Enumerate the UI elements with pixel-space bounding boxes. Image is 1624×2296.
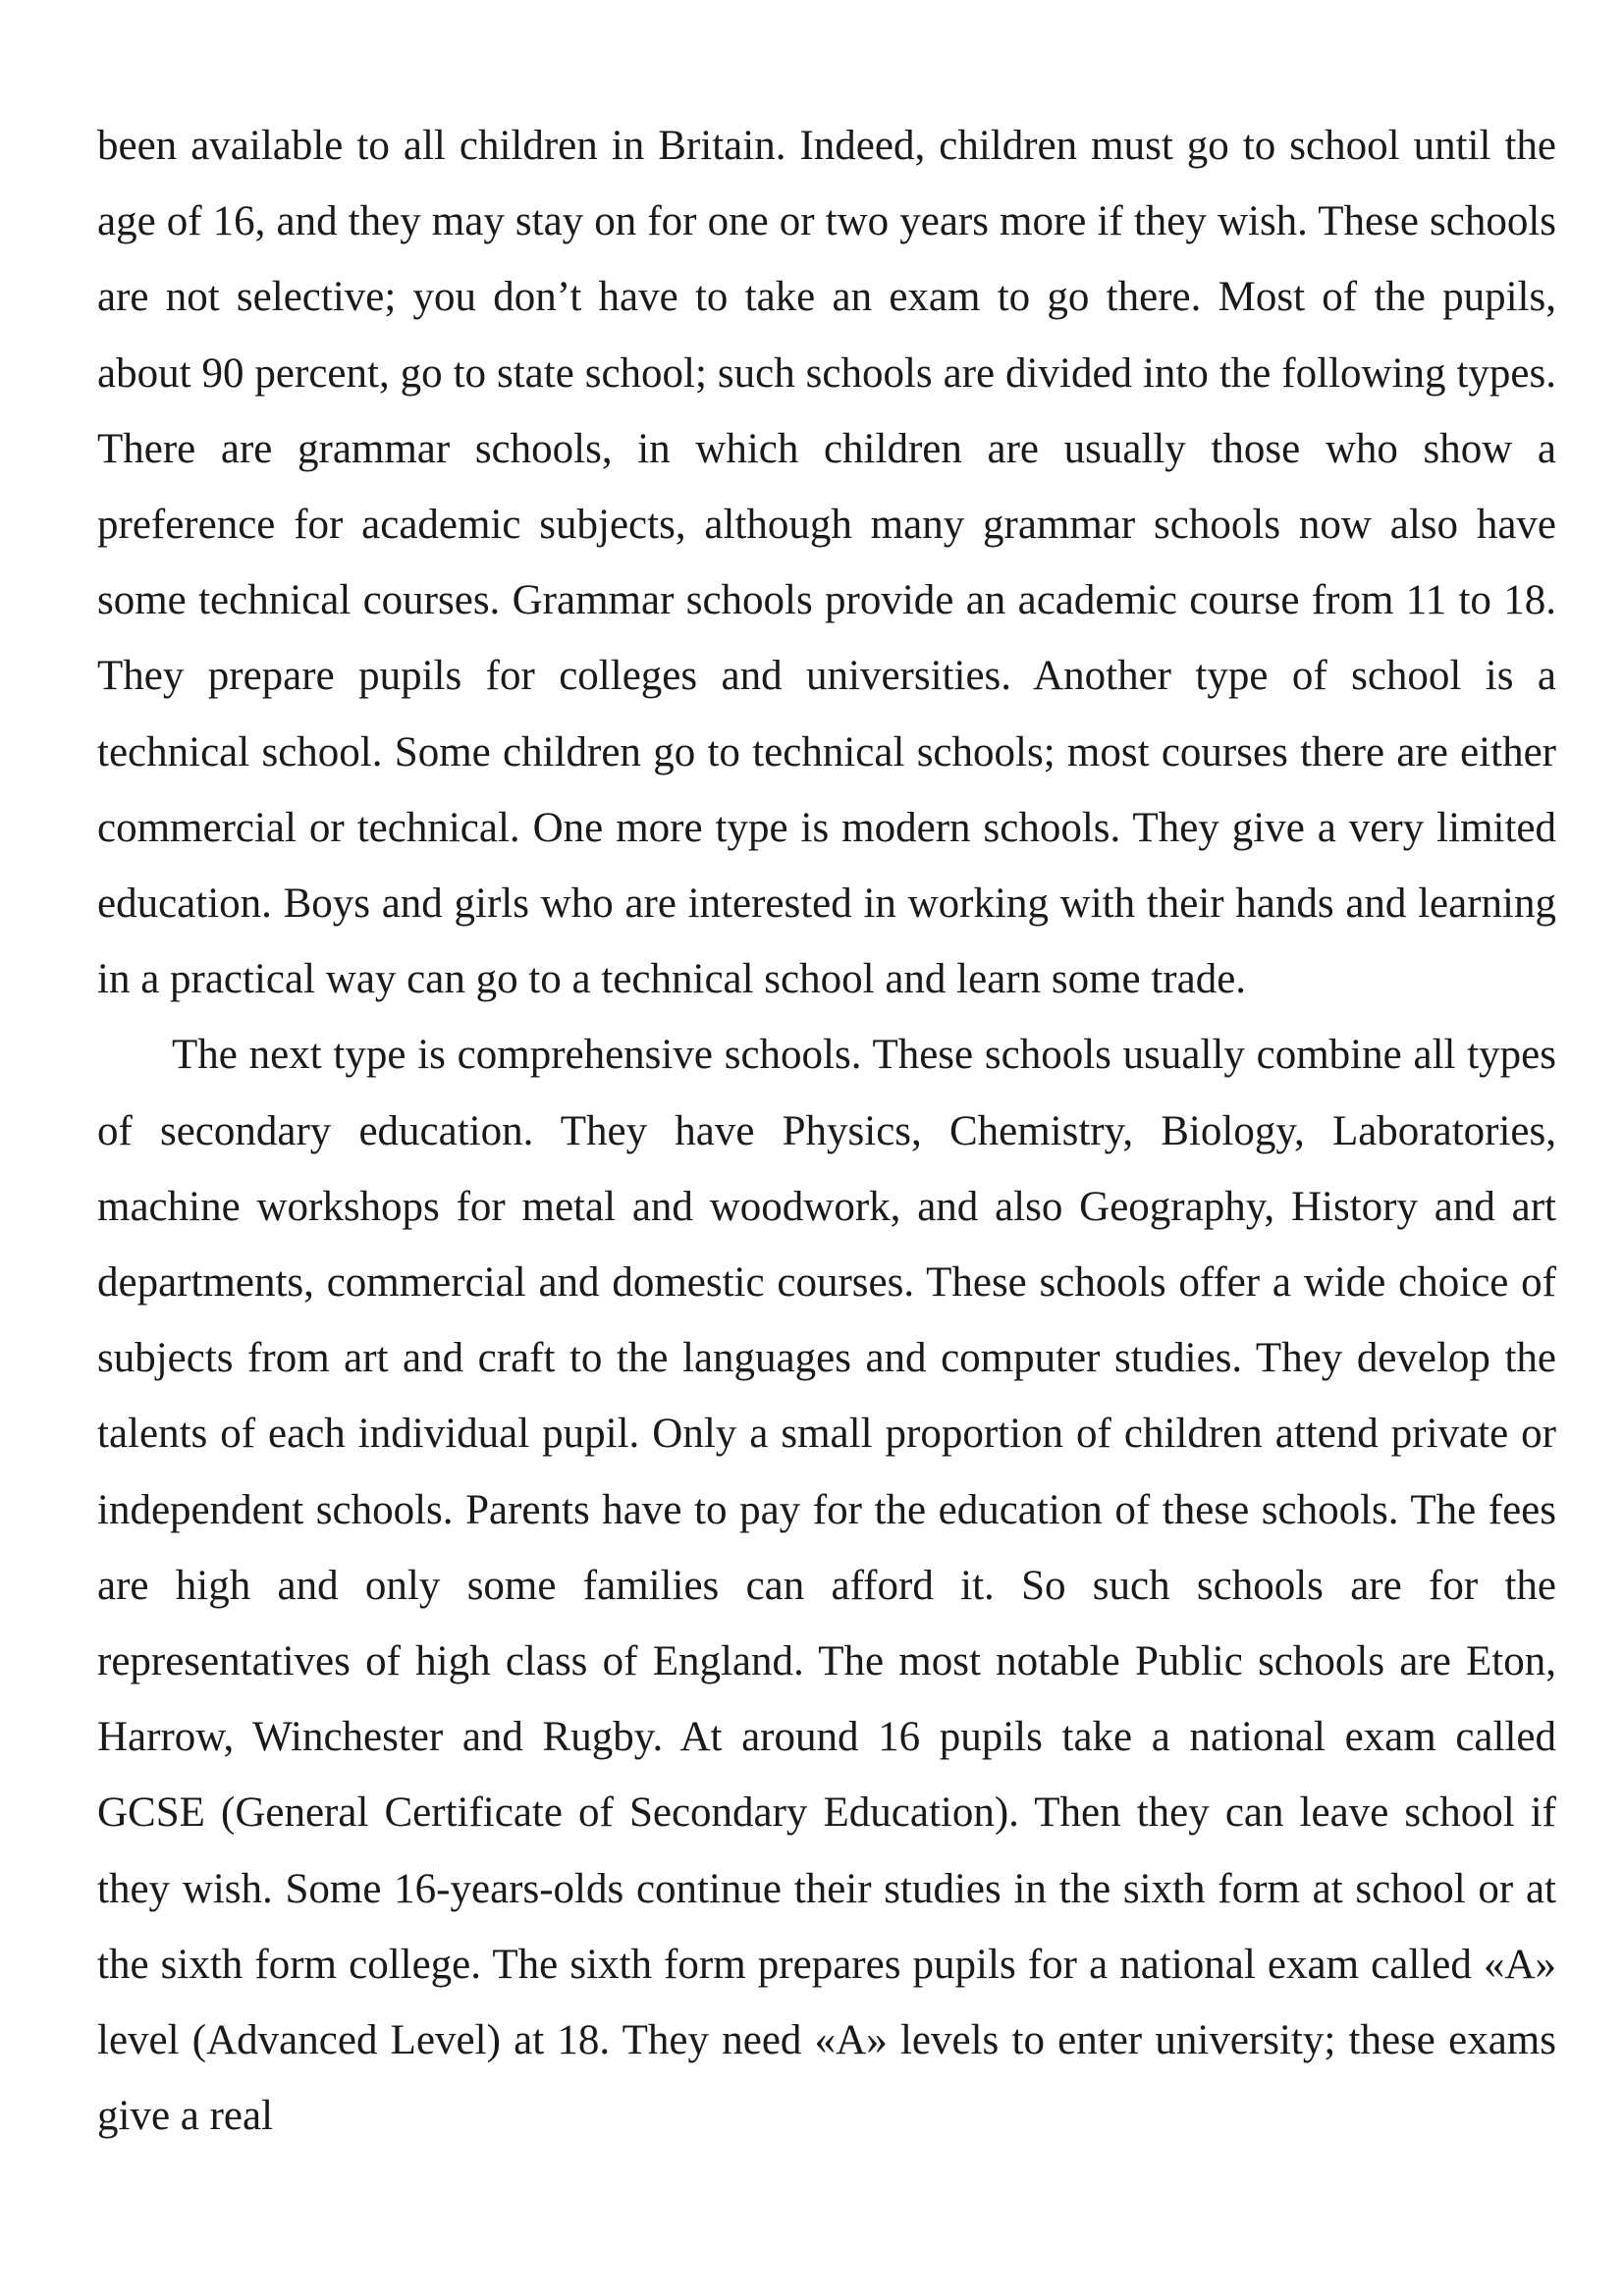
paragraph-comprehensive-schools: The next type is comprehensive schools. These schools usually combine all types of secondary education. They have Physics, Chemistry, Biology, Laboratories, machine workshops for metal and woodwork, and also Geography, History and art departments, commercial and domestic courses. These schools offer a wide choice of subjects from art and craft to the languages and computer studies. They develop the talents of each individual pupil. Only a small proportion of children attend private or independent schools. Parents have to pay for the education of these schools. The fees are high and only some families can afford it. So such schools are for the representatives of high class of England. The most notable Public schools are Eton, Harrow, Winchester and Rugby. At around 16 pupils take a national exam called GCSE (General Certificate of Secondary Education). Then they can leave school if they wish. Some 16-years-olds continue their studies in the sixth form at school or at the sixth form college. The sixth form prepares pupils for a national exam called «A» level (Advanced Level) at 18. They need «A» levels to enter university; these exams give a real [97, 1032, 1556, 2140]
document-page [97, 108, 1556, 2154]
paragraph-continuation: been available to all children in Britain. Indeed, children must go to school until the age of 16, and they may stay on for one or two years more if they wish. These schools are not selective; you don’t have to take an exam to go there. Most of the pupils, about 90 percent, go to state school; such schools are divided into the following types. There are grammar schools, in which children are usually those who show a preference for academic subjects, although many grammar schools now also have some technical courses. Grammar schools provide an academic course from 11 to 18. They prepare pupils for colleges and universities. Another type of school is a technical school. Some children go to technical schools; most courses there are either commercial or technical. One more type is modern schools. They give a very limited education. Boys and girls who are interested in working with their hands and learning in a practical way can go to a technical school and learn some trade. [97, 123, 1556, 1003]
